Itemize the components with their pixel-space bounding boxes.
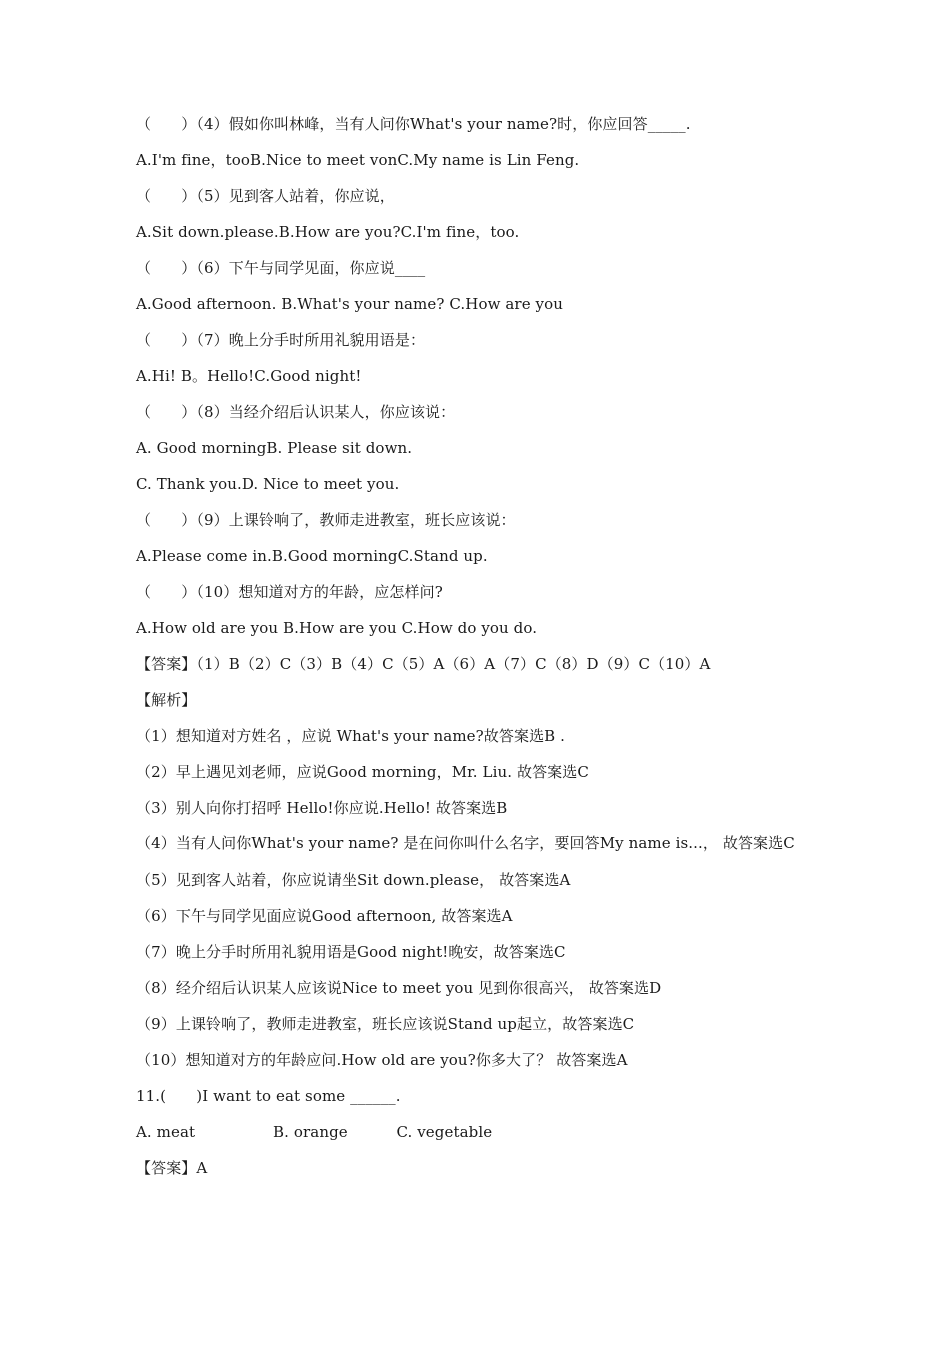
question-4-stem: （ ）（4）假如你叫林峰，当有人问你What's your name?时，你应回答_____. <box>136 115 691 133</box>
analysis-heading: 【解析】 <box>136 691 197 709</box>
question-8-options-ab: A. Good morningB. Please sit down. <box>136 439 413 457</box>
analysis-item: （9）上课铃响了，教师走进教室，班长应该说Stand up起立，故答案选C <box>136 1015 635 1033</box>
answer-key: 【答案】（1）B（2）C（3）B（4）C（5）A（6）A（7）C（8）D（9）C（10）A <box>136 655 711 673</box>
analysis-item: （7）晚上分手时所用礼貌用语是Good night!晚安，故答案选C <box>136 943 566 961</box>
analysis-item: （8）经介绍后认识某人应该说Nice to meet you 见到你很高兴， 故答案选D <box>136 979 662 997</box>
question-9-stem: （ ）（9）上课铃响了，教师走进教室，班长应该说： <box>136 511 516 529</box>
analysis-item: （1）想知道对方姓名 ，应说 What's your name?故答案选B . <box>136 727 566 745</box>
question-8-options-cd: C. Thank you.D. Nice to meet you. <box>136 475 400 493</box>
question-7-options: A.Hi! B。Hello!C.Good night! <box>136 367 362 385</box>
analysis-item: （4）当有人问你What's your name? 是在问你叫什么名字，要回答My name is...， 故答案选C <box>136 834 795 852</box>
analysis-item: （10）想知道对方的年龄应问.How old are you?你多大了？ 故答案选A <box>136 1051 628 1069</box>
question-9-options: A.Please come in.B.Good morningC.Stand up. <box>136 547 488 565</box>
analysis-item: （3）别人向你打招呼 Hello!你应说.Hello! 故答案选B <box>136 799 508 817</box>
question-11-stem: 11.( )I want to eat some ______. <box>136 1087 401 1105</box>
question-5-stem: （ ）（5）见到客人站着，你应说， <box>136 187 395 205</box>
question-4-options: A.I'm fine，tooB.Nice to meet vonC.My name is Lin Feng. <box>136 151 580 169</box>
analysis-item: （5）见到客人站着，你应说请坐Sit down.please， 故答案选A <box>136 871 571 889</box>
question-5-options: A.Sit down.please.B.How are you?C.I'm fine，too. <box>136 223 520 241</box>
question-6-options: A.Good afternoon. B.What's your name? C.How are you <box>136 295 564 313</box>
question-8-stem: （ ）（8）当经介绍后认识某人，你应该说： <box>136 403 456 421</box>
question-11-options: A. meat B. orange C. vegetable <box>136 1123 493 1141</box>
question-10-options: A.How old are you B.How are you C.How do you do. <box>136 619 538 637</box>
question-6-stem: （ ）（6）下午与同学见面，你应说____ <box>136 259 426 277</box>
document-page <box>136 114 816 1194</box>
analysis-item: （6）下午与同学见面应说Good afternoon, 故答案选A <box>136 907 513 925</box>
question-7-stem: （ ）（7）晚上分手时所用礼貌用语是： <box>136 331 426 349</box>
question-10-stem: （ ）（10）想知道对方的年龄，应怎样问? <box>136 583 443 601</box>
analysis-item: （2）早上遇见刘老师，应说Good morning，Mr. Liu. 故答案选C <box>136 763 589 781</box>
question-11-answer: 【答案】A <box>136 1159 208 1177</box>
